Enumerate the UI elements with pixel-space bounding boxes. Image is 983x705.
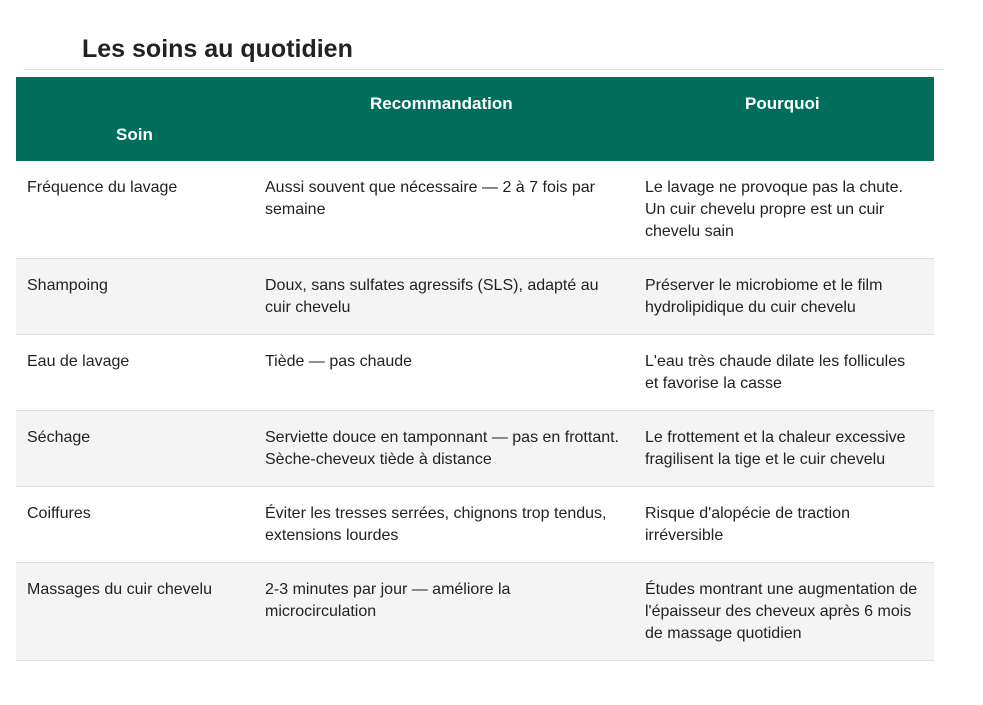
column-header-pourquoi: Pourquoi	[745, 94, 820, 113]
care-table	[16, 77, 934, 661]
cell-recommandation: Aussi souvent que nécessaire — 2 à 7 fois par semaine	[265, 179, 595, 218]
cell-recommandation: Serviette douce en tamponnant — pas en frottant. Sèche-cheveux tiède à distance	[265, 429, 619, 468]
table-row	[16, 335, 934, 411]
column-header-recommandation: Recommandation	[370, 94, 513, 113]
cell-pourquoi: Le frottement et la chaleur excessive fragilisent la tige et le cuir chevelu	[645, 429, 906, 468]
table-row	[16, 487, 934, 563]
cell-recommandation: 2-3 minutes par jour — améliore la microcirculation	[265, 581, 511, 620]
table-row	[16, 259, 934, 335]
cell-soin: Massages du cuir chevelu	[27, 581, 212, 598]
cell-recommandation: Éviter les tresses serrées, chignons trop tendus, extensions lourdes	[265, 505, 607, 544]
title-divider	[24, 69, 943, 70]
section-title: Les soins au quotidien	[82, 35, 353, 63]
table-row	[16, 563, 934, 661]
cell-recommandation: Doux, sans sulfates agressifs (SLS), adapté au cuir chevelu	[265, 277, 599, 316]
cell-recommandation: Tiède — pas chaude	[265, 353, 413, 370]
table-row	[16, 161, 934, 259]
table-header-row	[16, 77, 934, 161]
cell-pourquoi: Études montrant une augmentation de l'épaisseur des cheveux après 6 mois de massage quotidien	[645, 581, 918, 642]
table-row	[16, 411, 934, 487]
cell-pourquoi: Préserver le microbiome et le film hydrolipidique du cuir chevelu	[645, 277, 883, 316]
column-header-soin: Soin	[116, 125, 153, 144]
cell-soin: Fréquence du lavage	[27, 179, 178, 196]
cell-soin: Shampoing	[27, 277, 108, 294]
cell-soin: Coiffures	[27, 505, 91, 522]
cell-soin: Séchage	[27, 429, 91, 446]
cell-soin: Eau de lavage	[27, 353, 130, 370]
cell-pourquoi: Le lavage ne provoque pas la chute. Un cuir chevelu propre est un cuir chevelu sain	[645, 179, 903, 240]
cell-pourquoi: Risque d'alopécie de traction irréversible	[645, 505, 850, 544]
cell-pourquoi: L'eau très chaude dilate les follicules et favorise la casse	[645, 353, 906, 392]
